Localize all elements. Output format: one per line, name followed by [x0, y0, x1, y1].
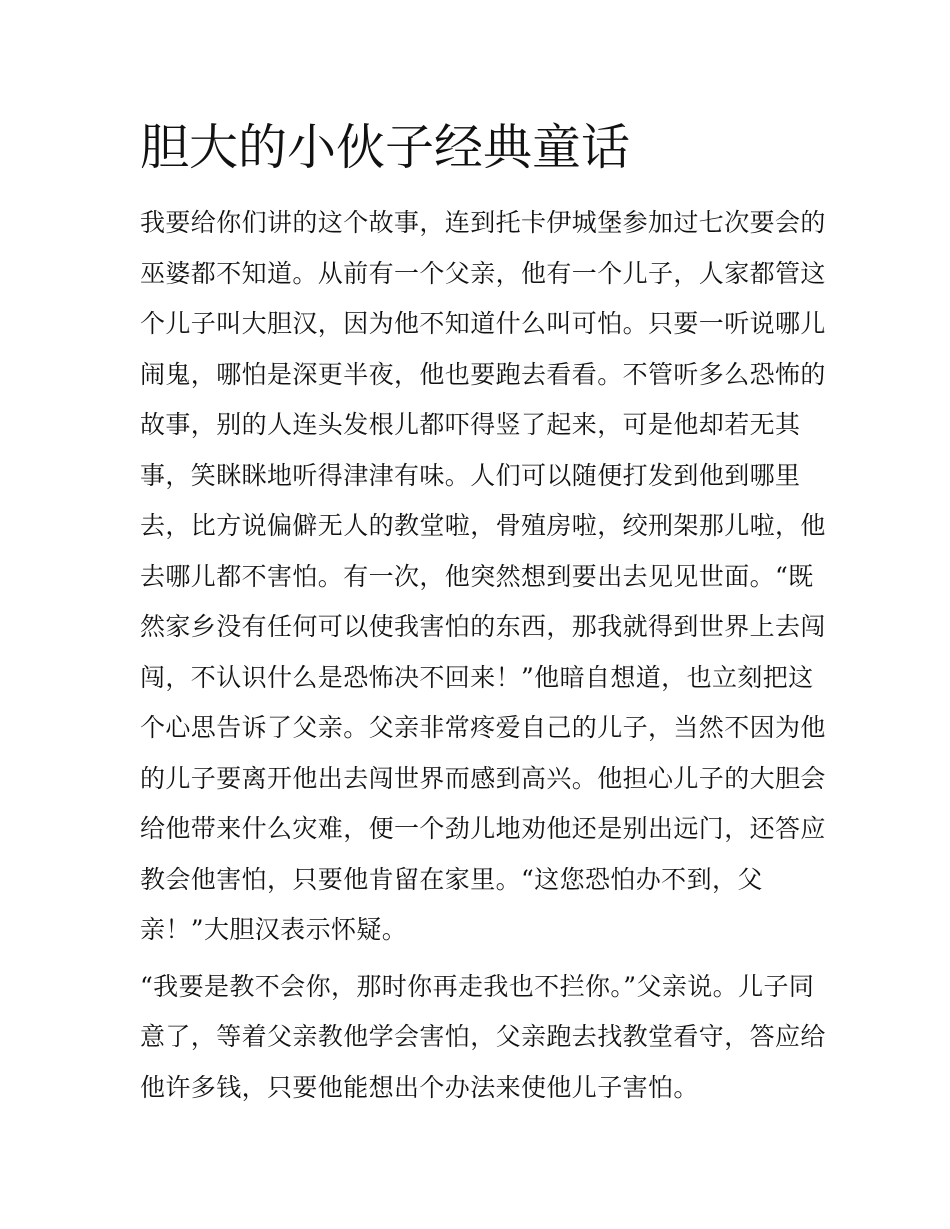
text-line: 巫婆都不知道。从前有一个父亲，他有一个儿子，人家都管这: [140, 258, 826, 288]
text-line: 亲！”大胆汉表示怀疑。: [140, 915, 408, 944]
text-line: 他许多钱，只要他能想出个办法来使他儿子害怕。: [140, 1072, 699, 1102]
text-line: 故事，别的人连头发根儿都吓得竖了起来，可是他却若无其: [140, 410, 801, 439]
text-line: 个心思告诉了父亲。父亲非常疼爱自己的儿子，当然不因为他: [140, 713, 826, 742]
text-line: 教会他害怕，只要他肯留在家里。“这您恐怕办不到，父: [140, 864, 763, 894]
text-line: 意了，等着父亲教他学会害怕，父亲跑去找教堂看守，答应给: [140, 1022, 826, 1051]
text-line: 闹鬼，哪怕是深更半夜，他也要跑去看看。不管听多么恐怖的: [140, 359, 826, 389]
text-line: 我要给你们讲的这个故事，连到托卡伊城堡参加过七次要会的: [140, 208, 826, 237]
page-title: 胆大的小伙子经典童话: [140, 119, 631, 176]
paragraph-1: [140, 200, 840, 958]
text-line: 事，笑眯眯地听得津津有味。人们可以随便打发到他到哪里: [140, 460, 801, 490]
text-line: 给他带来什么灾难，便一个劲儿地劝他还是别出远门，还答应: [140, 814, 826, 843]
text-line: 去哪儿都不害怕。有一次，他突然想到要出去见见世面。“既: [140, 561, 814, 591]
story-body: [140, 200, 840, 1115]
text-line: 个儿子叫大胆汉，因为他不知道什么叫可怕。只要一听说哪儿: [140, 309, 826, 338]
text-line: “我要是教不会你，那时你再走我也不拦你。”父亲说。儿子同: [140, 971, 815, 1001]
text-line: 的儿子要离开他出去闯世界而感到高兴。他担心儿子的大胆会: [140, 763, 826, 793]
text-line: 然家乡没有任何可以使我害怕的东西，那我就得到世界上去闯: [140, 612, 826, 641]
paragraph-2: [140, 964, 840, 1116]
text-line: 去，比方说偏僻无人的教堂啦，骨殖房啦，绞刑架那儿啦，他: [140, 511, 826, 540]
text-line: 闯，不认识什么是恐怖决不回来！”他暗自想道，也立刻把这: [140, 662, 814, 692]
